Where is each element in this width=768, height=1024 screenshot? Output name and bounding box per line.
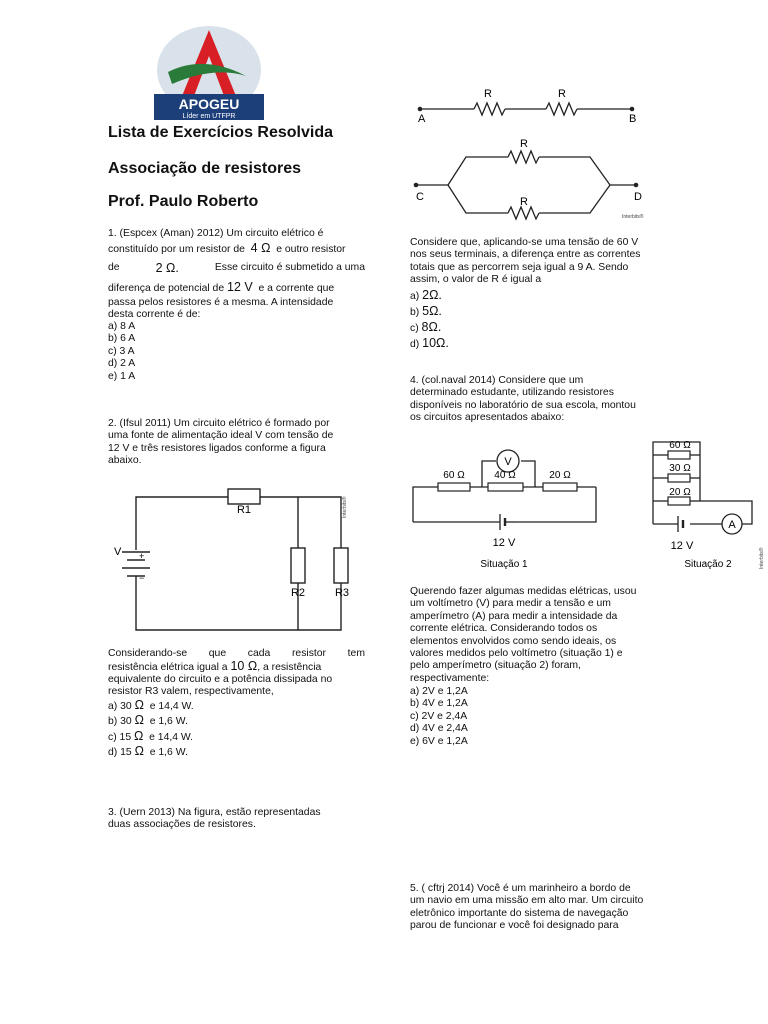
q1-line-5: passa pelos resistores é a mesma. A intensidade (108, 297, 334, 308)
q5-statement: 5. ( cftrj 2014) Você é um marinheiro a bordo de um navio em uma missão em alto mar. Um circuito eletrônico importante do sistema de navegação parou de funcionar e você foi designado para (410, 883, 644, 932)
plus-sign: + (139, 551, 145, 561)
ammeter-label: A (728, 519, 736, 531)
q2-statement: 2. (Ifsul 2011) Um circuito elétrico é formado por uma fonte de alimentação ideal V com tensão de 12 V e três resistores ligados conforme a figura abaixo. (108, 418, 334, 467)
q1-options (108, 321, 135, 383)
q2-option: d) 15 Ω e 1,6 W. (108, 744, 188, 759)
resistor-label: R (558, 88, 566, 100)
q3-options (410, 289, 449, 353)
q2-options (108, 699, 194, 760)
q1-line-1: 1. (Espcex (Aman) 2012) Um circuito elétrico é (108, 228, 324, 239)
battery-label: 12 V (670, 540, 694, 552)
terminal-c: C (416, 191, 424, 203)
q4-situation-1-figure (408, 446, 604, 572)
q4-statement: 4. (col.naval 2014) Considere que um determinado estudante, utilizando resistores disponíveis no laboratório de sua escola, montou os circuitos apresentados abaixo: (410, 375, 636, 424)
q1-option: b) 6 A (108, 333, 136, 345)
q1-line-3: de 2 Ω. Esse circuito é submetido a uma (108, 261, 365, 275)
q4-option: b) 4V e 1,2A (410, 698, 468, 710)
q1-option: a) 8 A (108, 321, 136, 332)
q2-line-p4: resistor R3 valem, respectivamente, (108, 686, 274, 697)
resistor-20-label: 20 Ω (549, 470, 571, 481)
credit-watermark: Interbits® (342, 496, 348, 518)
q3-statement: 3. (Uern 2013) Na figura, estão representadas duas associações de resistores. (108, 807, 321, 831)
q3-text: Considere que, aplicando-se uma tensão de 60 V nos seus terminais, a diferença entre as correntes totais que as percorrem seja igual a 9 A. Sendo assim, o valor de R é igual a (410, 237, 641, 286)
resistor-20-label: 20 Ω (669, 487, 691, 498)
q4-option: a) 2V e 1,2A (410, 686, 468, 697)
source-label: V (114, 546, 122, 558)
minus-sign: − (139, 573, 145, 583)
q2-line-p3: equivalente do circuito e a potência dissipada no (108, 674, 333, 685)
q1-line-6: desta corrente é de: (108, 309, 201, 320)
apogeu-logo (154, 24, 264, 120)
q3-option: a) 2Ω. (410, 288, 442, 302)
q2-line-p2: resistência elétrica igual a 10 Ω, a resistência (108, 659, 322, 673)
q4-options (410, 686, 468, 748)
situation-1-caption: Situação 1 (480, 559, 528, 570)
q2-line-p1: Considerando-se que cada resistor tem (108, 648, 365, 659)
q3-option: d) 10Ω. (410, 336, 449, 350)
resistor-30-label: 30 Ω (669, 463, 691, 474)
document-subtitle: Associação de resistores (108, 160, 301, 177)
q4-option: e) 6V e 1,2A (410, 735, 468, 747)
r1-label: R1 (236, 504, 252, 516)
q1-option: e) 1 A (108, 370, 136, 382)
logo-name: APOGEU (178, 96, 240, 112)
q3-circuit-figure (410, 84, 660, 228)
logo-tagline: Líder em UTFPR (182, 113, 236, 120)
resistor-60-label: 60 Ω (669, 440, 691, 451)
q1-line-2: constituído por um resistor de 4 Ω e outro resistor (108, 241, 346, 255)
q3-option: c) 8Ω. (410, 320, 442, 334)
q2-option: a) 30 Ω e 14,4 W. (108, 698, 194, 712)
credit-watermark: Interbits® (622, 214, 644, 220)
terminal-d: D (634, 191, 642, 203)
r3-label: R3 (334, 587, 350, 599)
resistor-40-label: 40 Ω (494, 470, 516, 481)
resistor-label: R (520, 196, 528, 208)
q1-line-4: diferença de potencial de 12 V e a corrente que (108, 280, 335, 294)
q2-circuit-figure (108, 480, 368, 640)
terminal-b: B (629, 113, 637, 125)
terminal-a: A (418, 113, 426, 125)
author: Prof. Paulo Roberto (108, 193, 259, 210)
document-title: Lista de Exercícios Resolvida (108, 124, 333, 141)
q4-option: d) 4V e 2,4A (410, 723, 468, 735)
q1-option: d) 2 A (108, 358, 136, 370)
r2-label: R2 (290, 587, 306, 599)
voltmeter-label: V (504, 456, 512, 468)
q2-option: c) 15 Ω e 14,4 W. (108, 728, 194, 743)
credit-watermark: Interbits® (759, 547, 765, 569)
battery-label: 12 V (492, 537, 516, 549)
q4-text: Querendo fazer algumas medidas elétricas, usou um voltímetro (V) para medir a tensão e um amperímetro (A) para medir a intensidade da corrente elétrica. Considerando todos os elementos envolvidos como sendo ideais, os valores medidos pelo voltímetro (situação 1) e pelo amperímetro (situação 2) foram, respectivamente: (410, 586, 637, 684)
resistor-label: R (520, 138, 528, 150)
q2-option: b) 30 Ω e 1,6 W. (108, 713, 188, 728)
resistor-label: R (484, 88, 492, 100)
resistor-60-label: 60 Ω (443, 470, 465, 481)
q3-option: b) 5Ω. (410, 304, 442, 318)
situation-2-caption: Situação 2 (684, 559, 732, 570)
q4-option: c) 2V e 2,4A (410, 710, 468, 722)
q1-option: c) 3 A (108, 345, 135, 357)
q4-situation-2-figure (640, 436, 768, 572)
